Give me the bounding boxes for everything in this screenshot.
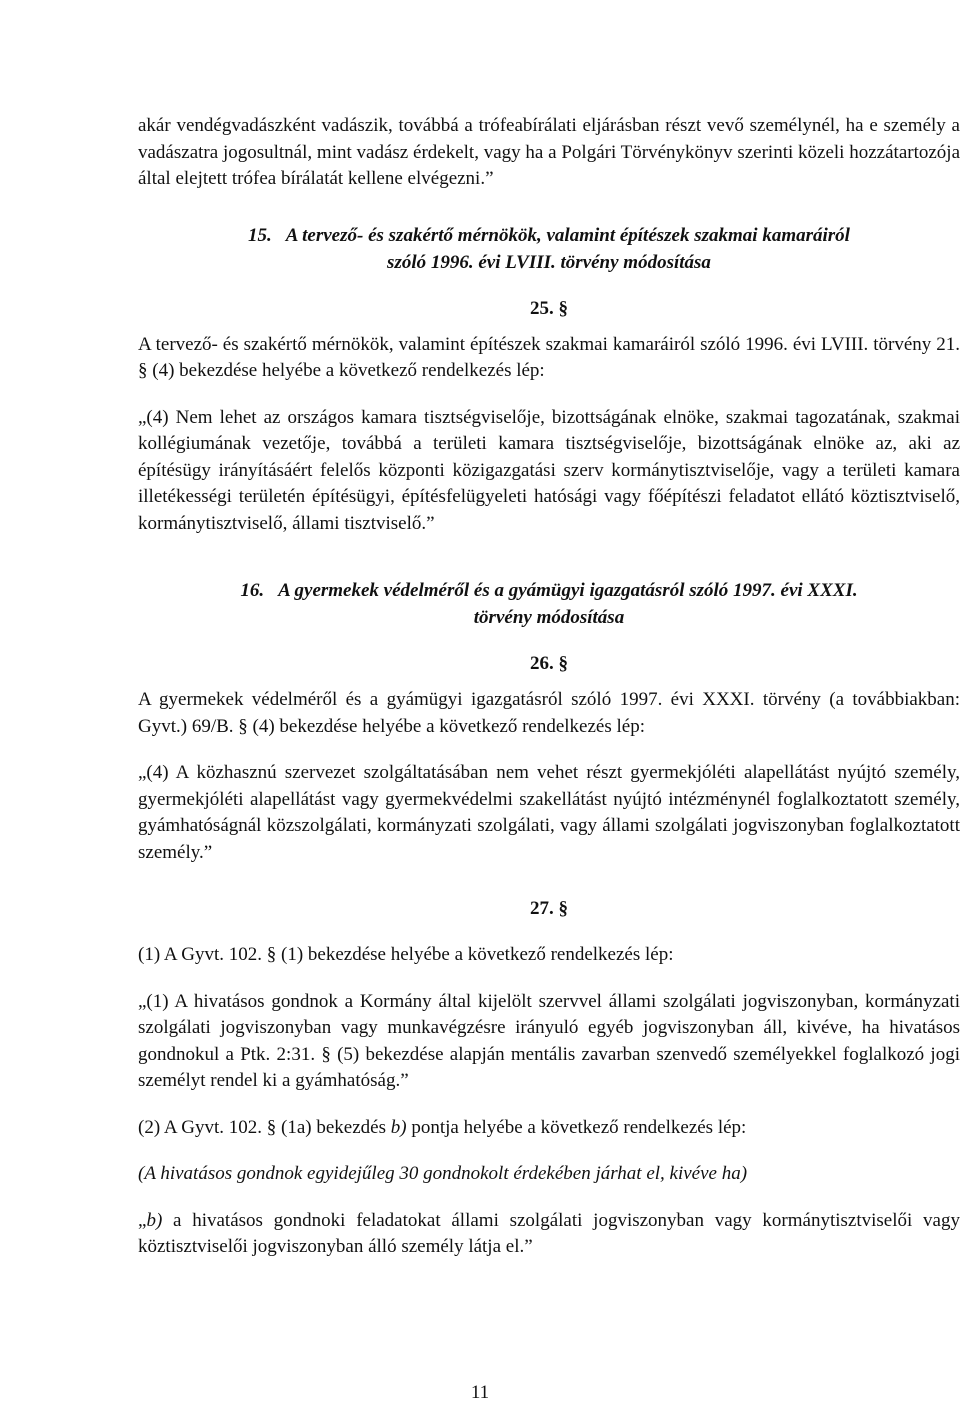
paragraph-27-1: (1) A Gyvt. 102. § (1) bekezdése helyébe a következő rendelkezés lép: (138, 944, 674, 965)
paragraph-intro: akár vendégvadászként vadászik, továbbá a trófeabírálati eljárásban részt vevő személynél, ha e személy a vadászatra jogosultnál, mint vadász érdekelt, vagy ha a Polgári Törvénykönyv szerinti közeli hozzátartozója által elejtett trófea bírálatát kellene elvégezni.” (138, 115, 960, 189)
paragraph-27-2-point: b) (390, 1116, 407, 1138)
section-15-number: 15. (248, 224, 272, 246)
paragraph-25-sign: 25. § (530, 297, 568, 319)
paragraph-25-quote: „(4) Nem lehet az országos kamara tisztségviselője, bizottságának elnöke, szakmai tagozatának, szakmai kollégiumának vezetője, továbbá a területi kamara tisztségviselője, bizottságának elnöke az, aki az építésügy irányításáért felelős központi közigazgatási szerv kormánytisztviselője, vagy a területi kamara illetékességi területén építésügyi, építésfelügyeleti hatósági vagy főépítészi feladatot ellátó köztisztviselő, kormánytisztviselő, állami tisztviselő.” (138, 406, 960, 534)
paragraph-27-2-quote (138, 1208, 960, 1261)
paragraph-27-2-start: (2) A Gyvt. 102. § (1a) bekezdés (138, 1116, 391, 1138)
paragraph-26-quote: „(4) A közhasznú szervezet szolgáltatásában nem vehet részt gyermekjóléti alapellátást nyújtó személy, gyermekjóléti alapellátást vagy gyermekvédelmi szakellátást nyújtó intézménynél foglalkoztatott személy, gyámhatóságnál közszolgálati, kormányzati szolgálati, vagy állami szolgálati jogviszonyban foglalkoztatott személy.” (138, 762, 960, 863)
paragraph-27-2-end: pontja helyébe a következő rendelkezés lép: (406, 1116, 747, 1138)
paragraph-27-2 (138, 1115, 960, 1142)
section-15-title-line2: szóló 1996. évi LVIII. törvény módosítása (387, 251, 711, 273)
paragraph-27-2-context: (A hivatásos gondnok egyidejűleg 30 gondnokolt érdekében járhat el, kivéve ha) (138, 1163, 748, 1184)
paragraph-26-sign: 26. § (530, 653, 568, 674)
document-page (138, 113, 960, 1261)
quote-open-mark: „ (138, 1209, 147, 1231)
paragraph-26-text: A gyermekek védelméről és a gyámügyi igazgatásról szóló 1997. évi XXXI. törvény (a továbbiakban: Gyvt.) 69/B. § (4) bekezdése helyébe a következő rendelkezés lép: (138, 689, 960, 737)
quote-point: b) (146, 1209, 163, 1231)
paragraph-25-text: A tervező- és szakértő mérnökök, valamint építészek szakmai kamaráiról szóló 1996. évi LVIII. törvény 21. § (4) bekezdése helyébe a következő rendelkezés lép: (138, 333, 960, 381)
section-15-heading (138, 222, 960, 276)
section-16-heading (138, 577, 960, 631)
paragraph-27-1-quote: „(1) A hivatásos gondnok a Kormány által kijelölt szervvel állami szolgálati jogviszonyban, kormányzati szolgálati jogviszonyban vagy munkavégzésre irányuló egyéb jogviszonyban áll, kivéve, ha hivatásos gondnokul a Ptk. 2:31. § (5) bekezdése alapján mentális zavarban szenvedő személyekkel foglalkozó jogi személyt rendel ki a gyámhatóság.” (138, 990, 960, 1091)
section-16-number: 16. (240, 580, 265, 601)
page-number: 11 (470, 1382, 490, 1403)
section-16-title-line2: törvény módosítása (473, 607, 625, 628)
paragraph-27-sign: 27. § (530, 898, 568, 919)
section-16-title-line1: A gyermekek védelméről és a gyámügyi igazgatásról szóló 1997. évi XXXI. (278, 580, 858, 601)
quote-text: a hivatásos gondnoki feladatokat állami szolgálati jogviszonyban vagy kormánytisztviselői vagy köztisztviselői jogviszonyban álló személy látja el.” (138, 1209, 960, 1257)
section-15-title-line1: A tervező- és szakértő mérnökök, valamint építészek szakmai kamaráiról (285, 224, 850, 246)
